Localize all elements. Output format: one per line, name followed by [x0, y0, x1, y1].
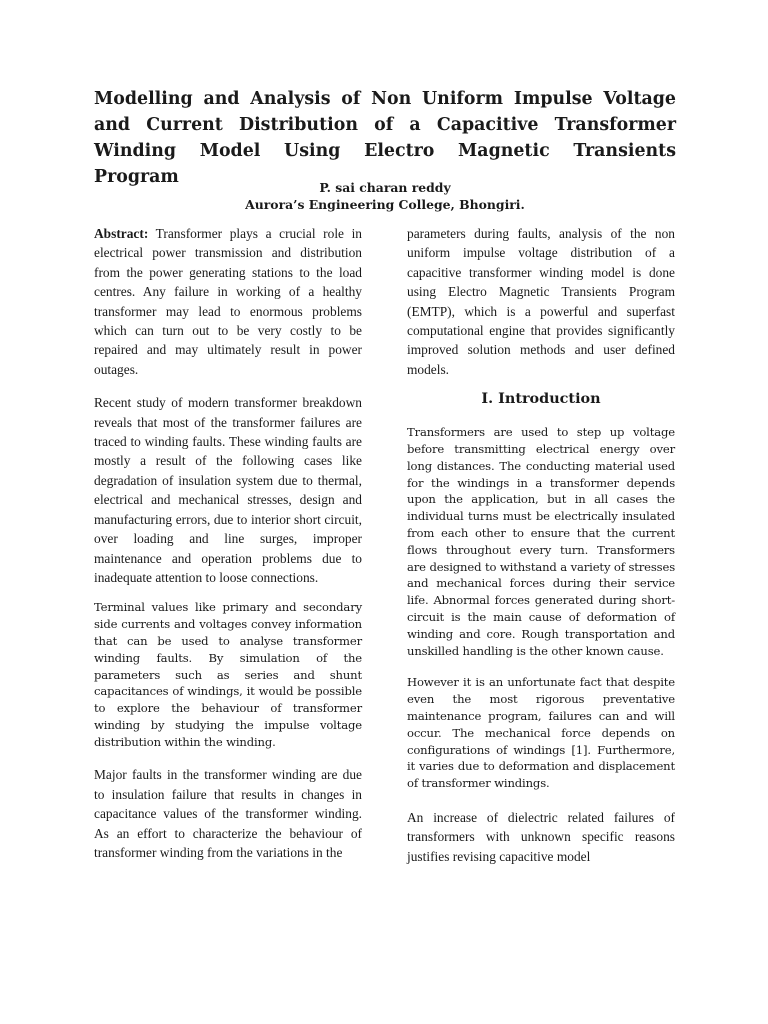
- author-name: P. sai charan reddy: [319, 180, 451, 195]
- body-paragraph: An increase of dielectric related failures of transformers with unknown specific reasons justifies revising capacitive model: [407, 809, 675, 864]
- body-paragraph: Major faults in the transformer winding are due to insulation failure that results in changes in capacitance values of the transformer winding. As an effort to characterize the behaviour of transformer winding from the variations in the: [94, 767, 362, 861]
- abstract-paragraph: [94, 224, 362, 379]
- right-column: [407, 224, 675, 866]
- body-paragraph: Recent study of modern transformer breakdown reveals that most of the transformer failures are traced to winding faults. These winding faults are mostly a result of the following cases like degradation of insulation system due to thermal, electrical and mechanical stresses, design and manufacturing errors, due to interior short circuit, over loading and line surges, improper maintenance and operation problems due to inadequate attention to loose connections.: [94, 395, 362, 585]
- author-block: [94, 179, 676, 213]
- author-affiliation: Aurora’s Engineering College, Bhongiri.: [245, 197, 525, 212]
- section-heading: I. Introduction: [481, 390, 601, 408]
- body-paragraph: parameters during faults, analysis of the non uniform impulse voltage distribution of a capacitive transformer winding model is done using Electro Magnetic Transients Program (EMTP), which is a powerful and superfast computational engine that provides significantly improved solution methods and user defined models.: [407, 226, 675, 377]
- abstract-text: Transformer plays a crucial role in electrical power transmission and distribution from the power generating stations to the load centres. Any failure in working of a healthy transformer may lead to enormous problems which can turn out to be very costly to be repaired and may ultimately result in power outages.: [94, 226, 363, 377]
- paper-title: Modelling and Analysis of Non Uniform Impulse Voltage and Current Distribution of a Capacitive Transformer Winding Model Using Electro Magnetic Transients Program: [94, 89, 676, 187]
- body-paragraph: Terminal values like primary and secondary side currents and voltages convey information that can be used to analyse transformer winding faults. By simulation of the parameters such as series and shunt capacitances of windings, it would be possible to explore the behaviour of transformer winding by studying the impulse voltage distribution within the winding.: [94, 600, 362, 749]
- left-column: [94, 224, 362, 863]
- body-paragraph: However it is an unfortunate fact that despite even the most rigorous preventative maintenance program, failures can and will occur. The mechanical force depends on configurations of windings [1]. Furthermore, it varies due to deformation and displacement of transformer windings.: [407, 675, 675, 791]
- abstract-label: Abstract:: [94, 226, 149, 241]
- body-paragraph: Transformers are used to step up voltage before transmitting electrical energy over long distances. The conducting material used for the windings in a transformer depends upon the application, but in all cases the individual turns must be electrically insulated from each other to ensure that the current flows throughout every turn. Transformers are designed to withstand a variety of stresses and mechanical forces during their service life. Abnormal forces generated during short-circuit is the main cause of deformation of winding and core. Rough transportation and unskilled handling is the other known cause.: [407, 425, 675, 658]
